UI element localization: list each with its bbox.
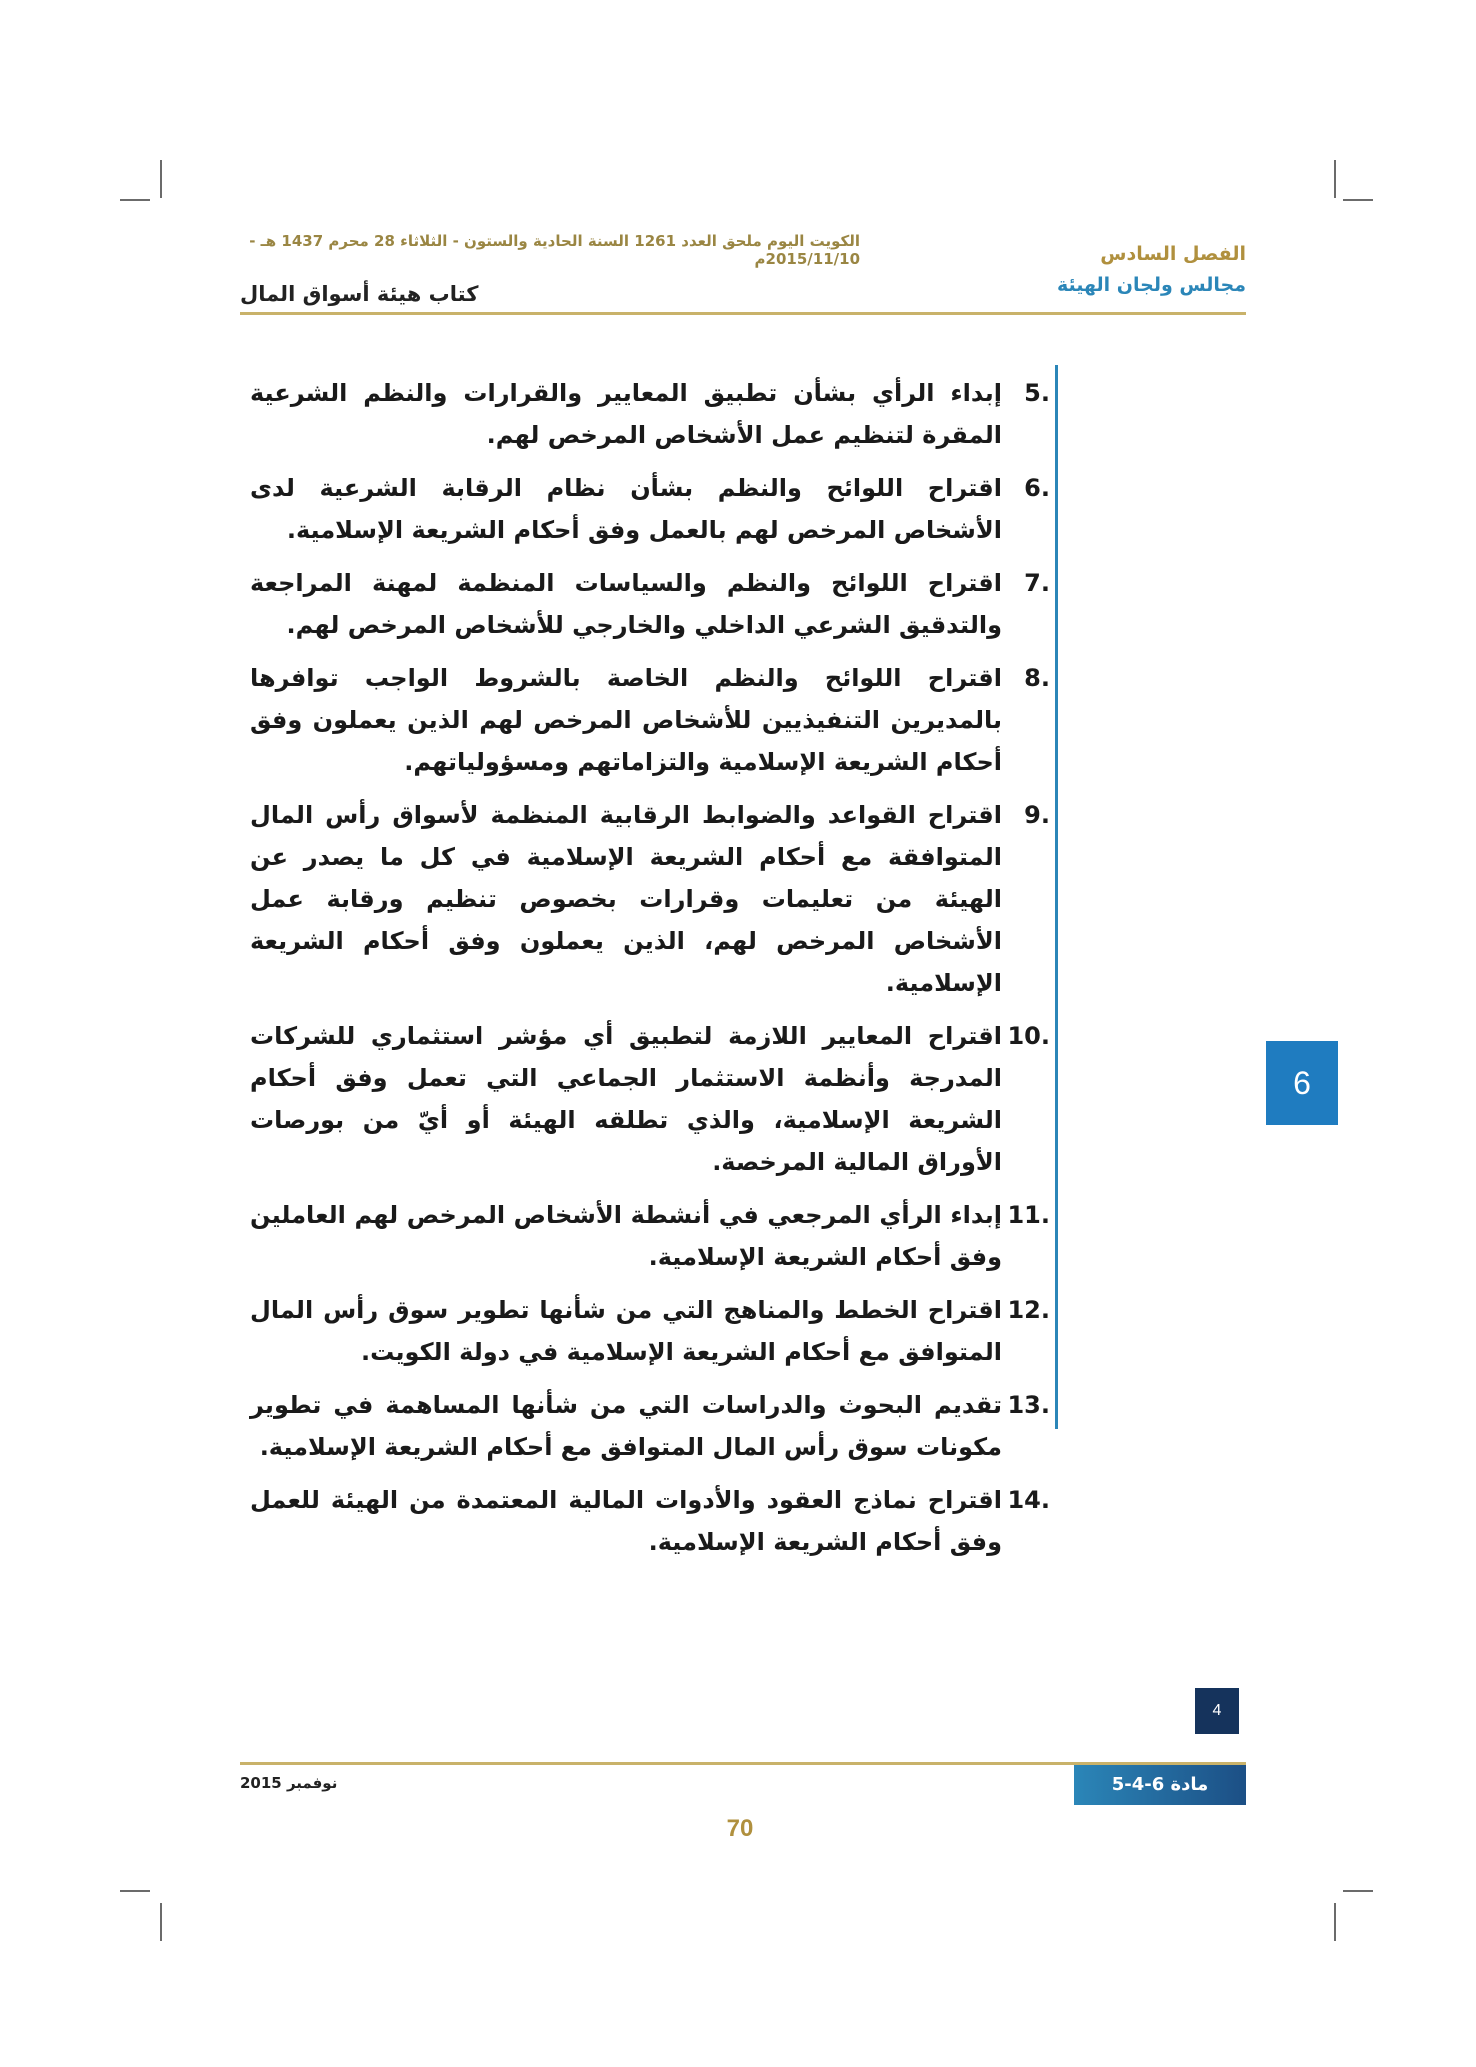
chapter-tab: 6 [1266,1041,1338,1125]
item-text: اقتراح القواعد والضوابط الرقابية المنظمة لأسواق رأس المال المتوافقة مع أحكام الشريعة الإسلامية في كل ما يصدر عن الهيئة من تعليمات وقرارات بخصوص تنظيم ورقابة عمل الأشخاص المرخص لهم، الذين يعملون وفق أحكام الشريعة الإسلامية. [250,801,1002,997]
list-item [250,1384,1050,1468]
crop-mark [1334,1903,1336,1941]
crop-mark [1343,1890,1373,1892]
item-number: 9. [1024,801,1050,829]
footer-date: نوفمبر 2015 [240,1774,338,1792]
item-number: 7. [1024,569,1050,597]
item-number: 6. [1024,474,1050,502]
section-page-box: 4 [1195,1688,1239,1734]
content-side-rule [1055,365,1058,1429]
item-number: 8. [1024,664,1050,692]
list-item [250,467,1050,551]
list-item [250,1194,1050,1278]
header-publication-line: الكويت اليوم ملحق العدد 1261 السنة الحادية والستون - الثلاثاء 28 محرم 1437 هـ - 2015/11/10م [249,232,860,268]
item-text: اقتراح اللوائح والنظم بشأن نظام الرقابة الشرعية لدى الأشخاص المرخص لهم بالعمل وفق أحكام الشريعة الإسلامية. [250,474,1002,544]
item-text: اقتراح الخطط والمناهج التي من شأنها تطوير سوق رأس المال المتوافق مع أحكام الشريعة الإسلامية في دولة الكويت. [250,1296,1002,1366]
crop-mark [120,1890,150,1892]
crop-mark [1334,160,1336,198]
list-item [250,1289,1050,1373]
header-divider [240,312,1246,315]
list-item [250,794,1050,1004]
item-text: اقتراح المعايير اللازمة لتطبيق أي مؤشر استثماري للشركات المدرجة وأنظمة الاستثمار الجماعي التي تعمل وفق أحكام الشريعة الإسلامية، والذي تطلقه الهيئة أو أيّ من بورصات الأوراق المالية المرخصة. [250,1022,1002,1176]
item-text: اقتراح نماذج العقود والأدوات المالية المعتمدة من الهيئة للعمل وفق أحكام الشريعة الإسلامية. [250,1486,1002,1556]
list-item [250,1015,1050,1183]
section-title: مجالس ولجان الهيئة [1056,274,1246,296]
crop-mark [160,1903,162,1941]
numbered-list [250,372,1050,1574]
item-text: اقتراح اللوائح والنظم الخاصة بالشروط الواجب توافرها بالمديرين التنفيذيين للأشخاص المرخص لهم الذين يعملون وفق أحكام الشريعة الإسلامية والتزاماتهم ومسؤولياتهم. [250,664,1002,776]
list-item [250,562,1050,646]
page-number: 70 [726,1815,754,1842]
item-number: 13. [1007,1391,1050,1419]
item-number: 14. [1007,1486,1050,1514]
list-item [250,657,1050,783]
item-text: إبداء الرأي المرجعي في أنشطة الأشخاص المرخص لهم العاملين وفق أحكام الشريعة الإسلامية. [250,1201,1002,1271]
crop-mark [1343,199,1373,201]
list-item [250,1479,1050,1563]
item-number: 5. [1024,379,1050,407]
chapter-title: الفصل السادس [1100,243,1246,265]
item-number: 11. [1007,1201,1050,1229]
article-badge: مادة 6-4-5 [1074,1765,1246,1805]
item-text: اقتراح اللوائح والنظم والسياسات المنظمة لمهنة المراجعة والتدقيق الشرعي الداخلي والخارجي للأشخاص المرخص لهم. [250,569,1002,639]
item-number: 10. [1007,1022,1050,1050]
item-text: إبداء الرأي بشأن تطبيق المعايير والقرارات والنظم الشرعية المقرة لتنظيم عمل الأشخاص المرخص لهم. [250,379,1002,449]
list-item [250,372,1050,456]
book-title: كتاب هيئة أسواق المال [240,282,479,306]
crop-mark [160,160,162,198]
crop-mark [120,199,150,201]
item-number: 12. [1007,1296,1050,1324]
item-text: تقديم البحوث والدراسات التي من شأنها المساهمة في تطوير مكونات سوق رأس المال المتوافق مع أحكام الشريعة الإسلامية. [250,1391,1002,1461]
